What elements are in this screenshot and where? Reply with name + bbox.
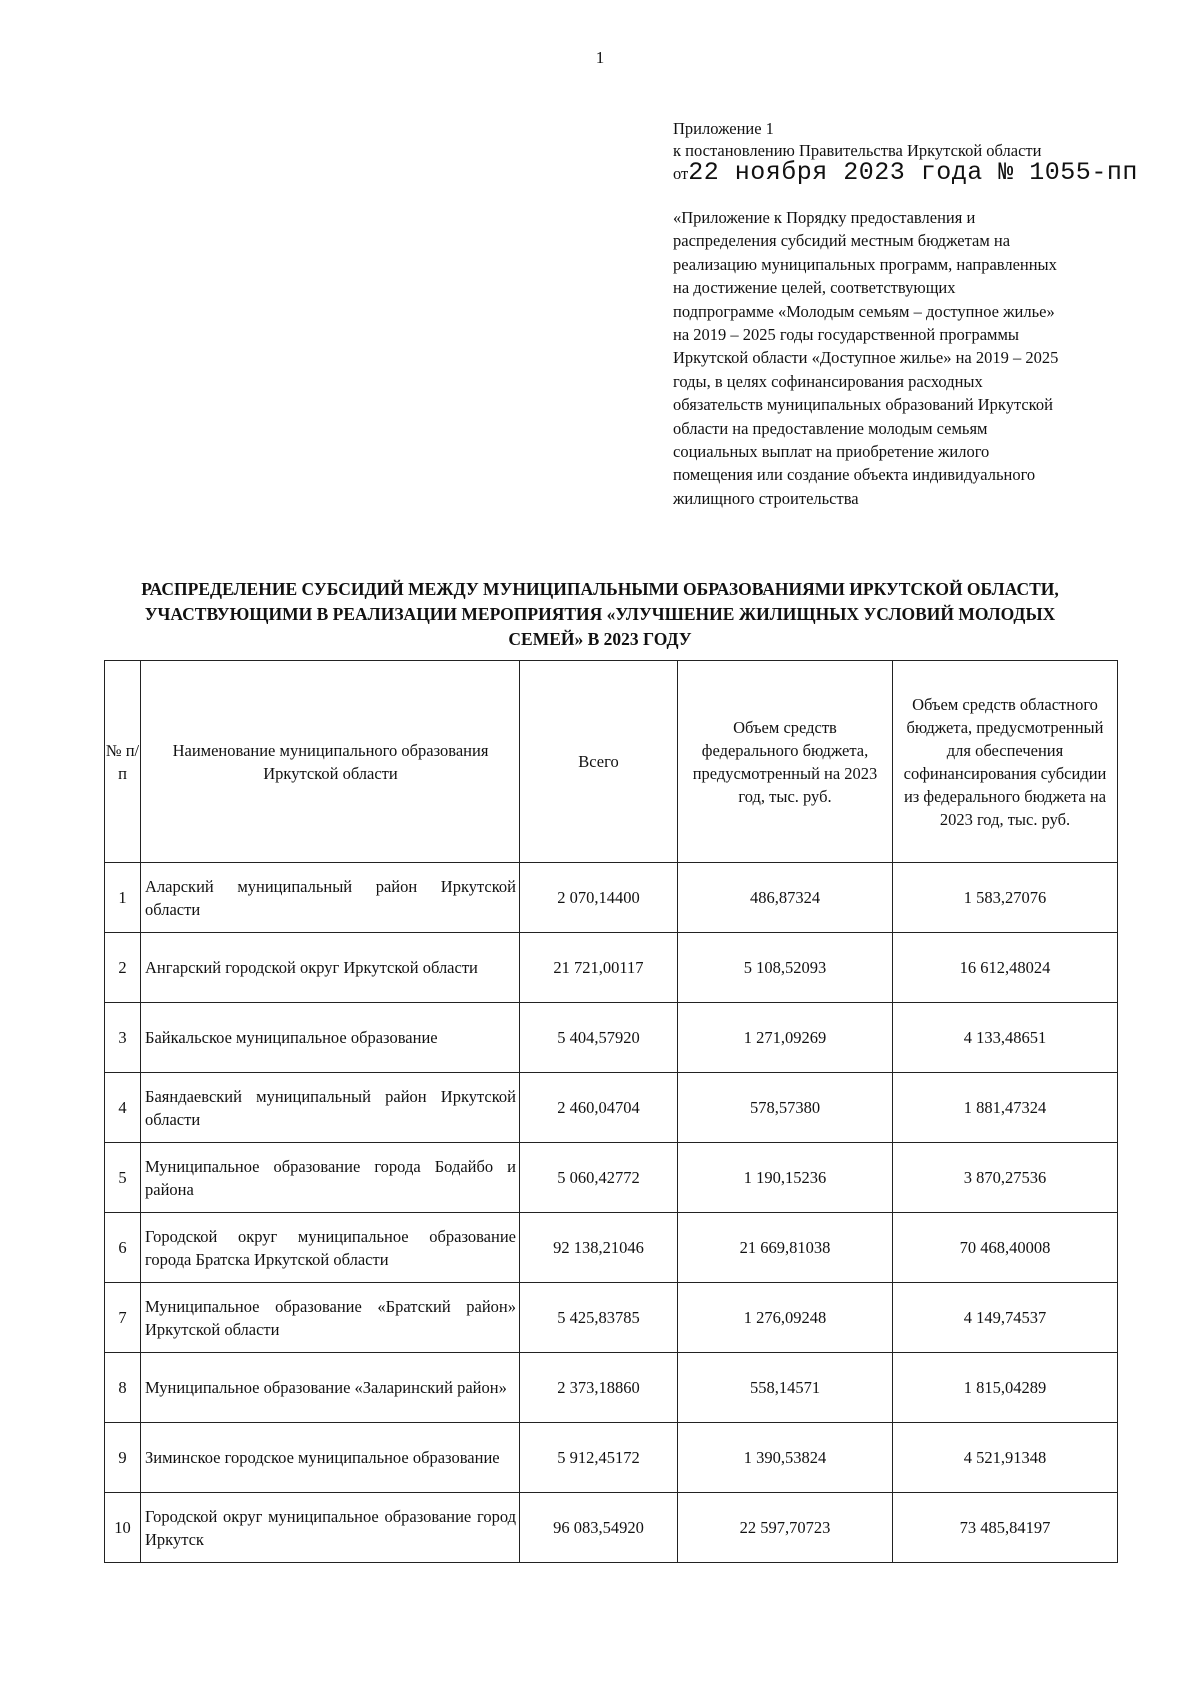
page-number: 1 [595,48,605,67]
regional-amount: 1 815,04289 [893,1353,1118,1423]
federal-amount: 21 669,81038 [678,1213,893,1283]
total-amount: 5 425,83785 [520,1283,678,1353]
table-row [105,1423,1118,1493]
municipality-name: Муниципальное образование города Бодайбо и района [141,1143,520,1213]
title-line: СЕМЕЙ» В 2023 ГОДУ [508,629,692,649]
quote-line: области на предоставление молодым семьям [673,418,988,438]
municipality-name: Аларский муниципальный район Иркутской области [141,863,520,933]
federal-amount: 22 597,70723 [678,1493,893,1563]
total-amount: 2 460,04704 [520,1073,678,1143]
total-amount: 96 083,54920 [520,1493,678,1563]
quote-line: социальных выплат на приобретение жилого [673,442,990,462]
row-number: 5 [105,1143,141,1213]
quote-line: годы, в целях софинансирования расходных [673,371,983,391]
date-prefix: от [673,164,689,183]
appendix-resolution: к постановлению Правительства Иркутской области [673,141,1042,160]
appendix-title: Приложение 1 [673,119,774,138]
regional-amount: 1 583,27076 [893,863,1118,933]
municipality-name: Ангарский городской округ Иркутской области [141,933,520,1003]
quote-line: реализацию муниципальных программ, направленных [673,254,1057,274]
table-header-row [105,661,1118,863]
federal-amount: 578,57380 [678,1073,893,1143]
row-number: 4 [105,1073,141,1143]
quote-line: Иркутской области «Доступное жилье» на 2019 – 2025 [673,348,1059,368]
header-federal-text: Объем средств федерального бюджета, предусмотренный на 2023 год, тыс. руб. [692,717,878,806]
municipality-name: Муниципальное образование «Заларинский район» [141,1353,520,1423]
table-row [105,1213,1118,1283]
quote-line: «Приложение к Порядку предоставления и [673,208,976,227]
regional-amount: 16 612,48024 [893,933,1118,1003]
regional-amount: 4 149,74537 [893,1283,1118,1353]
regional-amount: 73 485,84197 [893,1493,1118,1563]
municipality-name: Муниципальное образование «Братский район» Иркутской области [141,1283,520,1353]
total-amount: 5 060,42772 [520,1143,678,1213]
quote-line: обязательств муниципальных образований Иркутской [673,395,1053,415]
municipality-name: Байкальское муниципальное образование [141,1003,520,1073]
row-number: 1 [105,863,141,933]
federal-amount: 558,14571 [678,1353,893,1423]
document-title [100,577,1100,652]
table-row [105,1003,1118,1073]
row-number: 2 [105,933,141,1003]
header-regional [893,661,1118,863]
table-row [105,863,1118,933]
municipality-name: Городской округ муниципальное образование город Иркутск [141,1493,520,1563]
federal-amount: 1 271,09269 [678,1003,893,1073]
quote-line: распределения субсидий местным бюджетам на [673,231,1011,251]
municipality-name: Баяндаевский муниципальный район Иркутской области [141,1073,520,1143]
federal-amount: 1 390,53824 [678,1423,893,1493]
header-federal [678,661,893,863]
federal-amount: 5 108,52093 [678,933,893,1003]
quote-line: подпрограмме «Молодым семьям – доступное жилье» [673,301,1055,321]
subsidy-distribution-table [104,660,1118,1563]
table-row [105,933,1118,1003]
total-amount: 2 373,18860 [520,1353,678,1423]
municipality-name: Городской округ муниципальное образование города Братска Иркутской области [141,1213,520,1283]
title-line: УЧАСТВУЮЩИМИ В РЕАЛИЗАЦИИ МЕРОПРИЯТИЯ «УЛУЧШЕНИЕ ЖИЛИЩНЫХ УСЛОВИЙ МОЛОДЫХ [144,604,1056,624]
header-number: № п/п [105,661,141,863]
appendix-quote [673,206,1113,510]
header-regional-text: Объем средств областного бюджета, предусмотренный для обеспечения софинансирования субсидии из федерального бюджета на 2023 год, тыс. руб. [903,694,1107,829]
header-name-text: Наименование муниципального образования Иркутской области [172,740,489,783]
quote-line: жилищного строительства [673,488,859,508]
header-total: Всего [520,661,678,863]
federal-amount: 486,87324 [678,863,893,933]
total-amount: 2 070,14400 [520,863,678,933]
table-row [105,1283,1118,1353]
row-number: 7 [105,1283,141,1353]
total-amount: 92 138,21046 [520,1213,678,1283]
row-number: 10 [105,1493,141,1563]
municipality-name: Зиминское городское муниципальное образование [141,1423,520,1493]
quote-line: помещения или создание объекта индивидуального [673,465,1036,485]
regional-amount: 4 521,91348 [893,1423,1118,1493]
table-row [105,1073,1118,1143]
header-name [141,661,520,863]
table-row [105,1353,1118,1423]
regional-amount: 1 881,47324 [893,1073,1118,1143]
regional-amount: 70 468,40008 [893,1213,1118,1283]
table-row [105,1143,1118,1213]
appendix-date [673,158,1138,187]
total-amount: 21 721,00117 [520,933,678,1003]
quote-line: на 2019 – 2025 годы государственной программы [673,325,1020,345]
table-body [105,863,1118,1563]
quote-line: на достижение целей, соответствующих [673,278,956,298]
appendix-header [673,118,1138,187]
regional-amount: 4 133,48651 [893,1003,1118,1073]
row-number: 6 [105,1213,141,1283]
row-number: 9 [105,1423,141,1493]
total-amount: 5 912,45172 [520,1423,678,1493]
row-number: 3 [105,1003,141,1073]
row-number: 8 [105,1353,141,1423]
title-line: РАСПРЕДЕЛЕНИЕ СУБСИДИЙ МЕЖДУ МУНИЦИПАЛЬНЫМИ ОБРАЗОВАНИЯМИ ИРКУТСКОЙ ОБЛАСТИ, [141,579,1059,599]
table-row [105,1493,1118,1563]
federal-amount: 1 276,09248 [678,1283,893,1353]
federal-amount: 1 190,15236 [678,1143,893,1213]
regional-amount: 3 870,27536 [893,1143,1118,1213]
total-amount: 5 404,57920 [520,1003,678,1073]
date-value: 22 ноября 2023 года № 1055-пп [688,158,1138,187]
